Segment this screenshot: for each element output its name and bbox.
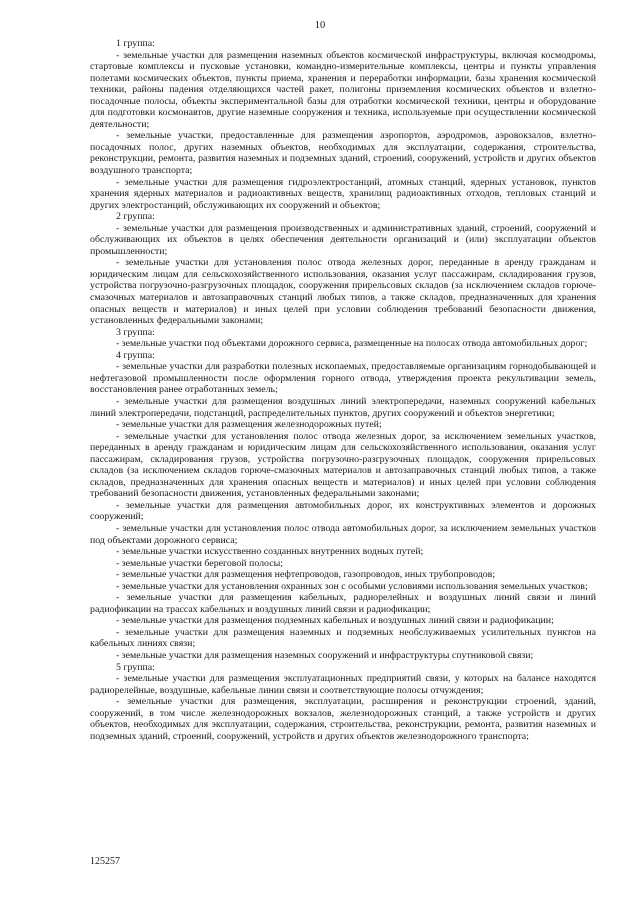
list-item: - земельные участки искусственно созданных внутренних водных путей; [116,546,424,558]
list-item: - земельные участки для установления полос отвода автомобильных дорог, за исключением земельных участков под объектами дорожного сервиса; [90,522,596,546]
list-item: - земельные участки для размещения автомобильных дорог, их конструктивных элементов и дорожных сооружений; [90,499,596,523]
list-item: - земельные участки, предоставленные для размещения аэропортов, аэродромов, аэровокзалов, взлетно-посадочных полос, других наземных объектов, необходимых для эксплуатации, содержания, строительства, реконструкции, ремонта, развития наземных и подземных зданий, строений, сооружений, устройств и других объектов воздушного транспорта; [90,130,596,177]
list-item: - земельные участки под объектами дорожного сервиса, размещенные на полосах отвода автомобильных дорог; [116,338,588,350]
group-heading-3: 3 группа: [116,326,155,338]
list-item: - земельные участки для размещения наземных объектов космической инфраструктуры, включая космодромы, стартовые комплексы и пусковые установки, командно-измерительные комплексы, центры и пункты управления полетами космических объектов, пункты приема, хранения и переработки информации, базы хранения космической техники, районы падения отделяющихся частей ракет, полигоны приземления космических объектов и взлетно-посадочные полосы, объекты экспериментальной базы для отработки космической техники, центры и оборудование для подготовки космонавтов, другие наземные сооружения и техника, используемые при осуществлении космической деятельности; [90,49,596,130]
list-item: - земельные участки для установления охранных зон с особыми условиями использования земельных участков; [116,580,588,592]
list-item: - земельные участки для размещения нефтепроводов, газопроводов, иных трубопроводов; [116,569,496,581]
page-number: 10 [314,20,326,31]
list-item: - земельные участки для размещения железнодорожных путей; [116,419,382,431]
list-item: - земельные участки для размещения кабельных, радиорелейных и воздушных линий связи и линий радиофикации на трассах кабельных и воздушных линий связи и радиофикации; [90,592,596,615]
list-item: - земельные участки для установления полос отвода железных дорог, за исключением земельных участков, переданных в аренду гражданам и юридическим лицам для сельскохозяйственного использования, оказания услуг пассажирам, складирования грузов, устройства погрузочно-разгрузочных площадок, сооружения прирельсовых складов (за исключением складов горюче-смазочных материалов и автозаправочных станций любых типов, а также складов, предназначенных для хранения опасных веществ и материалов) и иных целей при условии соблюдения требований безопасности движения, установленных федеральными законами; [90,430,596,500]
document-code: 125257 [90,856,120,867]
list-item: - земельные участки для размещения воздушных линий электропередачи, наземных сооружений кабельных линий электропередачи, подстанций, распределительных пунктов, других сооружений и объектов энергетики; [90,395,596,419]
list-item: - земельные участки для размещения наземных и подземных необслуживаемых усилительных пунктов на кабельных линиях связи; [90,626,596,650]
list-item: - земельные участки для установления полос отвода железных дорог, переданные в аренду гражданам и юридическим лицам для сельскохозяйственного использования, оказания услуг пассажирам, складирования грузов, устройства погрузочно-разгрузочных площадок, сооружения прирельсовых складов (за исключением складов горюче-смазочных материалов и автозаправочных станций любых типов, а также складов, предназначенных для хранения опасных веществ и материалов) и иных целей при условии соблюдения требований безопасности движения, установленных федеральными законами; [90,257,596,327]
group-heading-2: 2 группа: [116,211,155,223]
list-item: - земельные участки для разработки полезных ископаемых, предоставляемые организациям горнодобывающей и нефтегазовой промышленности после оформления горного отвода, утверждения проекта рекультивации земель, восстановления ранее отработанных земель; [90,361,596,396]
list-item: - земельные участки для размещения, эксплуатации, расширения и реконструкции строений, зданий, сооружений, в том числе железнодорожных вокзалов, железнодорожных станций, а также устройств и других объектов, необходимых для эксплуатации, содержания, строительства, реконструкции, ремонта, развития наземных и подземных зданий, строений, сооружений, устройств и других объектов железнодорожного транспорта; [90,696,596,742]
group-heading-1: 1 группа: [116,38,155,49]
list-item: - земельные участки для размещения наземных сооружений и инфраструктуры спутниковой связи; [116,649,534,661]
group-heading-4: 4 группа: [116,349,155,361]
list-item: - земельные участки для размещения производственных и административных зданий, строений, сооружений и обслуживающих их объектов в целях обеспечения деятельности организаций и (или) эксплуатации объектов промышленности; [90,222,596,257]
document-body [90,38,596,742]
list-item: - земельные участки для размещения гидроэлектростанций, атомных станций, ядерных установок, пунктов хранения ядерных материалов и радиоактивных веществ, хранилищ радиоактивных отходов, тепловых станций и других электростанций, обслуживающих их сооружений и объектов; [90,176,596,211]
list-item: - земельные участки для размещения подземных кабельных и воздушных линий связи и радиофикации; [116,615,554,627]
list-item: - земельные участки для размещения эксплуатационных предприятий связи, у которых на балансе находятся радиорелейные, воздушные, кабельные линии связи и соответствующие полосы отчуждения; [90,673,596,696]
list-item: - земельные участки береговой полосы; [116,557,284,569]
group-heading-5: 5 группа: [116,661,155,673]
